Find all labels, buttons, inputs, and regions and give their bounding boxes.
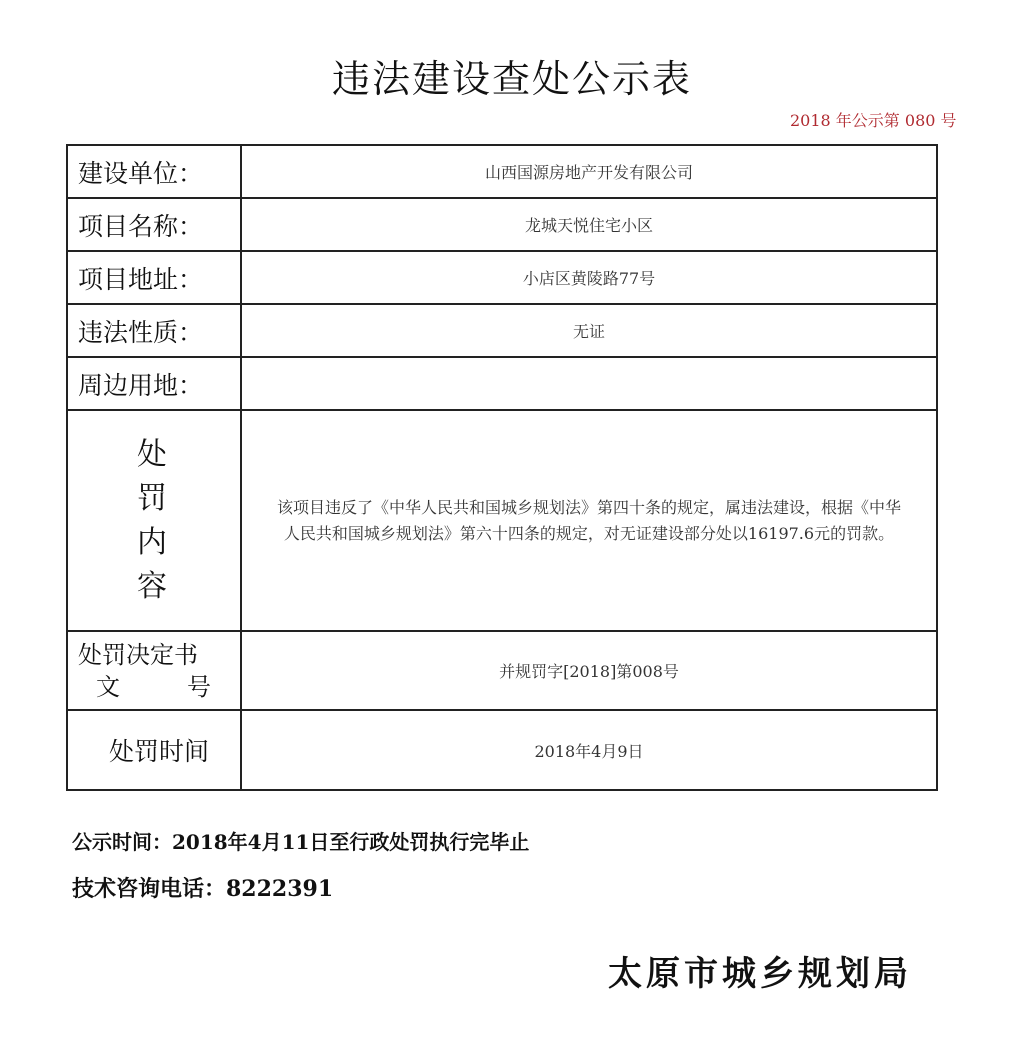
table-row-decision-no [67,631,937,710]
value-surrounding [241,357,937,410]
label-char: 容 [137,568,167,604]
label-surrounding: 周边用地： [67,357,241,410]
label-address: 项目地址： [67,251,241,304]
notice-period: 公示时间：2018年4月11日至行政处罚执行完毕止 [72,830,530,854]
value-unit: 山西国源房地产开发有限公司 [241,145,937,198]
label-line2-b: 号 [187,672,211,701]
label-nature: 违法性质： [67,304,241,357]
label-decision-no [67,631,241,710]
table-row-unit [67,145,937,198]
table-row-punishment [67,410,937,631]
table-row-name [67,198,937,251]
label-char: 罚 [137,480,167,516]
table-row-surrounding [67,357,937,410]
issuer-signature: 太原市城乡规划局 [608,954,912,994]
consult-phone: 技术咨询电话：8222391 [72,876,334,902]
notice-table [66,144,938,791]
label-time: 处罚时间 [67,710,241,790]
notice-number: 2018 年公示第 080 号 [790,111,957,130]
value-time: 2018年4月9日 [241,710,937,790]
punishment-text: 该项目违反了《中华人民共和国城乡规划法》第四十条的规定，属违法建设，根据《中华人民共和国城乡规划法》第六十四条的规定，对无证建设部分处以16197.6元的罚款。 [276,497,901,543]
label-punishment [67,410,241,631]
label-name: 项目名称： [67,198,241,251]
value-punishment [241,410,937,631]
table-row-time [67,710,937,790]
value-address: 小店区黄陵路77号 [241,251,937,304]
table-row-address [67,251,937,304]
value-decision-no: 并规罚字[2018]第008号 [241,631,937,710]
value-nature: 无证 [241,304,937,357]
page-title: 违法建设查处公示表 [331,57,692,101]
label-char: 内 [137,524,167,560]
label-unit: 建设单位： [67,145,241,198]
label-char: 处 [137,436,167,472]
table-row-nature [67,304,937,357]
label-line1: 处罚决定书 [78,640,198,669]
label-line2-a: 文 [96,672,120,701]
value-name: 龙城天悦住宅小区 [241,198,937,251]
